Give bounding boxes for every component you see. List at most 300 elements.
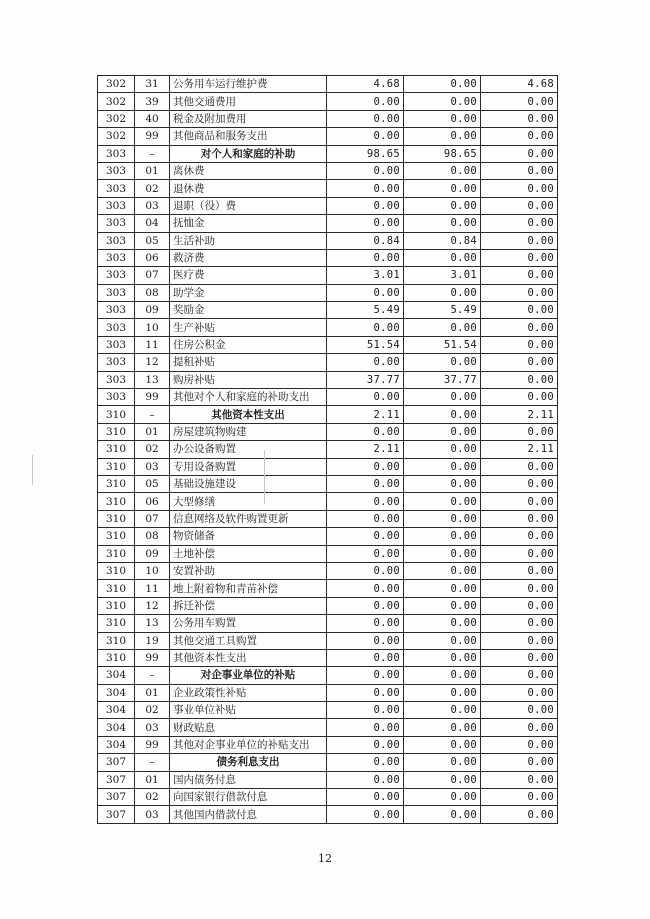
project-amount-cell: 0.00 <box>481 302 558 319</box>
item-name-cell: 其他商品和服务支出 <box>170 128 327 145</box>
table-row <box>98 215 558 232</box>
class-code-cell: 310 <box>98 615 135 632</box>
table-row <box>98 702 558 719</box>
item-code-cell: 31 <box>135 76 170 93</box>
project-amount-cell: 0.00 <box>481 667 558 684</box>
project-amount-cell: 0.00 <box>481 180 558 197</box>
item-code-cell: 13 <box>135 615 170 632</box>
total-amount-cell: 0.00 <box>327 284 404 301</box>
project-amount-cell: 0.00 <box>481 580 558 597</box>
total-amount-cell: 0.00 <box>327 128 404 145</box>
item-name-cell: 拆迁补偿 <box>170 597 327 614</box>
item-name-cell: 退休费 <box>170 180 327 197</box>
class-code-cell: 303 <box>98 336 135 353</box>
table-row <box>98 510 558 527</box>
item-name-cell: 医疗费 <box>170 267 327 284</box>
basic-amount-cell: 0.00 <box>404 493 481 510</box>
item-code-cell: 03 <box>135 719 170 736</box>
basic-amount-cell: 0.00 <box>404 197 481 214</box>
class-code-cell: 303 <box>98 371 135 388</box>
total-amount-cell: 0.00 <box>327 632 404 649</box>
table-row <box>98 615 558 632</box>
item-code-cell: 13 <box>135 371 170 388</box>
basic-amount-cell: 0.00 <box>404 389 481 406</box>
project-amount-cell: 0.00 <box>481 771 558 788</box>
item-name-cell: 专用设备购置 <box>170 458 327 475</box>
table-row <box>98 528 558 545</box>
table-row <box>98 632 558 649</box>
basic-amount-cell: 0.00 <box>404 736 481 753</box>
item-name-cell: 国内债务付息 <box>170 771 327 788</box>
table-row <box>98 649 558 666</box>
class-code-cell: 302 <box>98 93 135 110</box>
class-code-cell: 303 <box>98 319 135 336</box>
basic-amount-cell: 0.00 <box>404 354 481 371</box>
class-code-cell: 303 <box>98 180 135 197</box>
item-name-cell: 信息网络及软件购置更新 <box>170 510 327 527</box>
total-amount-cell: 0.00 <box>327 597 404 614</box>
table-row-subtotal <box>98 754 558 771</box>
table-row <box>98 354 558 371</box>
project-amount-cell: 0.00 <box>481 389 558 406</box>
total-amount-cell: 0.00 <box>327 249 404 266</box>
basic-amount-cell: 0.00 <box>404 754 481 771</box>
class-code-cell: 310 <box>98 649 135 666</box>
item-name-cell: 其他资本性支出 <box>170 406 327 423</box>
class-code-cell: 302 <box>98 128 135 145</box>
basic-amount-cell: 0.00 <box>404 93 481 110</box>
item-code-cell: 02 <box>135 180 170 197</box>
project-amount-cell: 0.00 <box>481 528 558 545</box>
table-row <box>98 389 558 406</box>
total-amount-cell: 0.00 <box>327 458 404 475</box>
total-amount-cell: 0.00 <box>327 702 404 719</box>
basic-amount-cell: 0.00 <box>404 597 481 614</box>
project-amount-cell: 0.00 <box>481 475 558 492</box>
class-code-cell: 303 <box>98 284 135 301</box>
project-amount-cell: 0.00 <box>481 736 558 753</box>
budget-table-body <box>98 76 558 824</box>
table-row <box>98 580 558 597</box>
total-amount-cell: 0.00 <box>327 719 404 736</box>
table-row <box>98 232 558 249</box>
total-amount-cell: 2.11 <box>327 406 404 423</box>
total-amount-cell: 0.00 <box>327 215 404 232</box>
project-amount-cell: 0.00 <box>481 458 558 475</box>
total-amount-cell: 5.49 <box>327 302 404 319</box>
item-name-cell: 退职（役）费 <box>170 197 327 214</box>
class-code-cell: 304 <box>98 702 135 719</box>
project-amount-cell: 0.00 <box>481 806 558 823</box>
table-row <box>98 284 558 301</box>
basic-amount-cell: 0.00 <box>404 528 481 545</box>
item-code-cell: 99 <box>135 649 170 666</box>
total-amount-cell: 0.84 <box>327 232 404 249</box>
table-row <box>98 684 558 701</box>
item-code-cell: 01 <box>135 771 170 788</box>
total-amount-cell: 0.00 <box>327 510 404 527</box>
table-row <box>98 371 558 388</box>
basic-amount-cell: 5.49 <box>404 302 481 319</box>
basic-amount-cell: 0.00 <box>404 406 481 423</box>
project-amount-cell: 0.00 <box>481 684 558 701</box>
class-code-cell: 304 <box>98 736 135 753</box>
basic-amount-cell: 0.00 <box>404 215 481 232</box>
class-code-cell: 303 <box>98 232 135 249</box>
item-name-cell: 房屋建筑物购建 <box>170 423 327 440</box>
item-code-cell: 09 <box>135 302 170 319</box>
project-amount-cell: 2.11 <box>481 441 558 458</box>
total-amount-cell: 0.00 <box>327 545 404 562</box>
total-amount-cell: 3.01 <box>327 267 404 284</box>
class-code-cell: 310 <box>98 545 135 562</box>
total-amount-cell: 0.00 <box>327 180 404 197</box>
class-code-cell: 310 <box>98 493 135 510</box>
total-amount-cell: 0.00 <box>327 493 404 510</box>
project-amount-cell: 0.00 <box>481 267 558 284</box>
item-code-cell: – <box>135 667 170 684</box>
page-number: 12 <box>318 852 332 865</box>
project-amount-cell: 0.00 <box>481 284 558 301</box>
item-code-cell: 99 <box>135 389 170 406</box>
class-code-cell: 310 <box>98 423 135 440</box>
item-name-cell: 基础设施建设 <box>170 475 327 492</box>
total-amount-cell: 37.77 <box>327 371 404 388</box>
item-name-cell: 安置补助 <box>170 562 327 579</box>
item-name-cell: 其他对企事业单位的补贴支出 <box>170 736 327 753</box>
table-row <box>98 597 558 614</box>
item-code-cell: – <box>135 754 170 771</box>
table-row <box>98 110 558 127</box>
table-row <box>98 302 558 319</box>
basic-amount-cell: 0.00 <box>404 441 481 458</box>
item-name-cell: 企业政策性补贴 <box>170 684 327 701</box>
scan-artifact <box>32 455 33 485</box>
total-amount-cell: 0.00 <box>327 528 404 545</box>
item-code-cell: 11 <box>135 336 170 353</box>
item-name-cell: 其他交通费用 <box>170 93 327 110</box>
project-amount-cell: 0.00 <box>481 93 558 110</box>
project-amount-cell: 0.00 <box>481 162 558 179</box>
class-code-cell: 303 <box>98 302 135 319</box>
table-row <box>98 562 558 579</box>
project-amount-cell: 0.00 <box>481 319 558 336</box>
item-code-cell: – <box>135 145 170 162</box>
item-name-cell: 对企事业单位的补贴 <box>170 667 327 684</box>
table-row <box>98 719 558 736</box>
basic-amount-cell: 0.00 <box>404 806 481 823</box>
total-amount-cell: 0.00 <box>327 771 404 788</box>
table-row <box>98 789 558 806</box>
basic-amount-cell: 0.00 <box>404 667 481 684</box>
class-code-cell: 310 <box>98 528 135 545</box>
class-code-cell: 303 <box>98 267 135 284</box>
class-code-cell: 307 <box>98 789 135 806</box>
budget-table <box>97 75 558 824</box>
project-amount-cell: 0.00 <box>481 354 558 371</box>
class-code-cell: 310 <box>98 441 135 458</box>
total-amount-cell: 0.00 <box>327 754 404 771</box>
table-row <box>98 736 558 753</box>
item-code-cell: 04 <box>135 215 170 232</box>
scan-artifact <box>264 450 265 504</box>
item-code-cell: 03 <box>135 197 170 214</box>
item-name-cell: 离休费 <box>170 162 327 179</box>
basic-amount-cell: 0.00 <box>404 545 481 562</box>
basic-amount-cell: 51.54 <box>404 336 481 353</box>
total-amount-cell: 2.11 <box>327 441 404 458</box>
item-name-cell: 事业单位补贴 <box>170 702 327 719</box>
project-amount-cell: 0.00 <box>481 423 558 440</box>
item-name-cell: 公务用车购置 <box>170 615 327 632</box>
basic-amount-cell: 0.00 <box>404 789 481 806</box>
table-row <box>98 267 558 284</box>
class-code-cell: 302 <box>98 76 135 93</box>
item-code-cell: 07 <box>135 510 170 527</box>
project-amount-cell: 0.00 <box>481 232 558 249</box>
basic-amount-cell: 0.00 <box>404 771 481 788</box>
basic-amount-cell: 0.00 <box>404 458 481 475</box>
class-code-cell: 307 <box>98 806 135 823</box>
total-amount-cell: 0.00 <box>327 806 404 823</box>
total-amount-cell: 0.00 <box>327 197 404 214</box>
project-amount-cell: 0.00 <box>481 649 558 666</box>
basic-amount-cell: 0.00 <box>404 110 481 127</box>
item-code-cell: 10 <box>135 562 170 579</box>
project-amount-cell: 4.68 <box>481 76 558 93</box>
total-amount-cell: 0.00 <box>327 319 404 336</box>
item-code-cell: 40 <box>135 110 170 127</box>
class-code-cell: 303 <box>98 197 135 214</box>
item-name-cell: 购房补贴 <box>170 371 327 388</box>
item-name-cell: 大型修缮 <box>170 493 327 510</box>
table-row <box>98 128 558 145</box>
total-amount-cell: 0.00 <box>327 389 404 406</box>
item-code-cell: 09 <box>135 545 170 562</box>
item-name-cell: 债务利息支出 <box>170 754 327 771</box>
total-amount-cell: 0.00 <box>327 93 404 110</box>
table-row-subtotal <box>98 667 558 684</box>
basic-amount-cell: 0.00 <box>404 475 481 492</box>
class-code-cell: 304 <box>98 684 135 701</box>
item-code-cell: 02 <box>135 441 170 458</box>
table-row <box>98 545 558 562</box>
class-code-cell: 310 <box>98 597 135 614</box>
item-code-cell: 01 <box>135 423 170 440</box>
basic-amount-cell: 0.00 <box>404 180 481 197</box>
table-row <box>98 458 558 475</box>
item-name-cell: 向国家银行借款付息 <box>170 789 327 806</box>
total-amount-cell: 0.00 <box>327 162 404 179</box>
item-name-cell: 其他交通工具购置 <box>170 632 327 649</box>
item-code-cell: 07 <box>135 267 170 284</box>
total-amount-cell: 4.68 <box>327 76 404 93</box>
project-amount-cell: 0.00 <box>481 371 558 388</box>
total-amount-cell: 0.00 <box>327 580 404 597</box>
table-row <box>98 197 558 214</box>
total-amount-cell: 0.00 <box>327 789 404 806</box>
item-name-cell: 奖励金 <box>170 302 327 319</box>
item-name-cell: 其他对个人和家庭的补助支出 <box>170 389 327 406</box>
item-name-cell: 抚恤金 <box>170 215 327 232</box>
basic-amount-cell: 3.01 <box>404 267 481 284</box>
item-code-cell: 12 <box>135 597 170 614</box>
project-amount-cell: 0.00 <box>481 545 558 562</box>
basic-amount-cell: 0.00 <box>404 423 481 440</box>
class-code-cell: 303 <box>98 389 135 406</box>
project-amount-cell: 0.00 <box>481 249 558 266</box>
basic-amount-cell: 0.00 <box>404 719 481 736</box>
project-amount-cell: 0.00 <box>481 110 558 127</box>
table-row <box>98 93 558 110</box>
item-code-cell: 39 <box>135 93 170 110</box>
class-code-cell: 303 <box>98 162 135 179</box>
class-code-cell: 304 <box>98 719 135 736</box>
item-name-cell: 救济费 <box>170 249 327 266</box>
item-name-cell: 物资储备 <box>170 528 327 545</box>
item-code-cell: 19 <box>135 632 170 649</box>
basic-amount-cell: 0.00 <box>404 615 481 632</box>
item-name-cell: 生活补助 <box>170 232 327 249</box>
item-name-cell: 对个人和家庭的补助 <box>170 145 327 162</box>
table-row <box>98 493 558 510</box>
basic-amount-cell: 0.00 <box>404 649 481 666</box>
total-amount-cell: 0.00 <box>327 736 404 753</box>
class-code-cell: 307 <box>98 771 135 788</box>
item-code-cell: 05 <box>135 475 170 492</box>
total-amount-cell: 98.65 <box>327 145 404 162</box>
total-amount-cell: 0.00 <box>327 423 404 440</box>
total-amount-cell: 0.00 <box>327 615 404 632</box>
project-amount-cell: 0.00 <box>481 702 558 719</box>
table-row-subtotal <box>98 145 558 162</box>
project-amount-cell: 0.00 <box>481 632 558 649</box>
total-amount-cell: 0.00 <box>327 684 404 701</box>
table-row <box>98 249 558 266</box>
project-amount-cell: 0.00 <box>481 719 558 736</box>
project-amount-cell: 0.00 <box>481 128 558 145</box>
class-code-cell: 310 <box>98 475 135 492</box>
item-code-cell: 11 <box>135 580 170 597</box>
item-name-cell: 公务用车运行维护费 <box>170 76 327 93</box>
basic-amount-cell: 0.00 <box>404 249 481 266</box>
basic-amount-cell: 0.00 <box>404 632 481 649</box>
project-amount-cell: 0.00 <box>481 145 558 162</box>
class-code-cell: 310 <box>98 510 135 527</box>
basic-amount-cell: 0.00 <box>404 702 481 719</box>
item-name-cell: 土地补偿 <box>170 545 327 562</box>
table-row-subtotal <box>98 406 558 423</box>
project-amount-cell: 0.00 <box>481 215 558 232</box>
item-code-cell: 02 <box>135 789 170 806</box>
total-amount-cell: 0.00 <box>327 667 404 684</box>
item-code-cell: 06 <box>135 249 170 266</box>
item-code-cell: – <box>135 406 170 423</box>
basic-amount-cell: 98.65 <box>404 145 481 162</box>
basic-amount-cell: 0.00 <box>404 162 481 179</box>
item-code-cell: 01 <box>135 162 170 179</box>
basic-amount-cell: 0.00 <box>404 128 481 145</box>
item-code-cell: 99 <box>135 128 170 145</box>
class-code-cell: 310 <box>98 562 135 579</box>
total-amount-cell: 0.00 <box>327 354 404 371</box>
table-row <box>98 806 558 823</box>
item-code-cell: 03 <box>135 458 170 475</box>
project-amount-cell: 0.00 <box>481 493 558 510</box>
total-amount-cell: 0.00 <box>327 562 404 579</box>
class-code-cell: 304 <box>98 667 135 684</box>
table-row <box>98 336 558 353</box>
item-code-cell: 12 <box>135 354 170 371</box>
basic-amount-cell: 0.00 <box>404 319 481 336</box>
project-amount-cell: 0.00 <box>481 336 558 353</box>
class-code-cell: 303 <box>98 249 135 266</box>
item-name-cell: 地上附着物和青苗补偿 <box>170 580 327 597</box>
total-amount-cell: 51.54 <box>327 336 404 353</box>
project-amount-cell: 0.00 <box>481 510 558 527</box>
class-code-cell: 310 <box>98 580 135 597</box>
item-code-cell: 01 <box>135 684 170 701</box>
table-row <box>98 180 558 197</box>
class-code-cell: 303 <box>98 215 135 232</box>
table-row <box>98 771 558 788</box>
item-code-cell: 06 <box>135 493 170 510</box>
class-code-cell: 302 <box>98 110 135 127</box>
item-name-cell: 税金及附加费用 <box>170 110 327 127</box>
project-amount-cell: 0.00 <box>481 754 558 771</box>
item-name-cell: 办公设备购置 <box>170 441 327 458</box>
table-row <box>98 76 558 93</box>
item-name-cell: 提租补贴 <box>170 354 327 371</box>
basic-amount-cell: 0.00 <box>404 284 481 301</box>
item-code-cell: 99 <box>135 736 170 753</box>
item-code-cell: 03 <box>135 806 170 823</box>
table-row <box>98 162 558 179</box>
item-name-cell: 助学金 <box>170 284 327 301</box>
class-code-cell: 310 <box>98 406 135 423</box>
basic-amount-cell: 0.00 <box>404 510 481 527</box>
project-amount-cell: 0.00 <box>481 562 558 579</box>
class-code-cell: 307 <box>98 754 135 771</box>
item-name-cell: 其他资本性支出 <box>170 649 327 666</box>
item-code-cell: 08 <box>135 284 170 301</box>
item-code-cell: 10 <box>135 319 170 336</box>
basic-amount-cell: 0.00 <box>404 76 481 93</box>
table-row <box>98 441 558 458</box>
project-amount-cell: 0.00 <box>481 615 558 632</box>
item-code-cell: 02 <box>135 702 170 719</box>
basic-amount-cell: 0.00 <box>404 684 481 701</box>
item-code-cell: 08 <box>135 528 170 545</box>
item-name-cell: 住房公积金 <box>170 336 327 353</box>
project-amount-cell: 2.11 <box>481 406 558 423</box>
basic-amount-cell: 0.84 <box>404 232 481 249</box>
item-name-cell: 生产补贴 <box>170 319 327 336</box>
table-row <box>98 319 558 336</box>
item-name-cell: 财政贴息 <box>170 719 327 736</box>
table-row <box>98 423 558 440</box>
basic-amount-cell: 0.00 <box>404 580 481 597</box>
item-code-cell: 05 <box>135 232 170 249</box>
class-code-cell: 310 <box>98 632 135 649</box>
project-amount-cell: 0.00 <box>481 789 558 806</box>
class-code-cell: 303 <box>98 145 135 162</box>
project-amount-cell: 0.00 <box>481 197 558 214</box>
total-amount-cell: 0.00 <box>327 649 404 666</box>
class-code-cell: 303 <box>98 354 135 371</box>
item-name-cell: 其他国内借款付息 <box>170 806 327 823</box>
table-row <box>98 475 558 492</box>
